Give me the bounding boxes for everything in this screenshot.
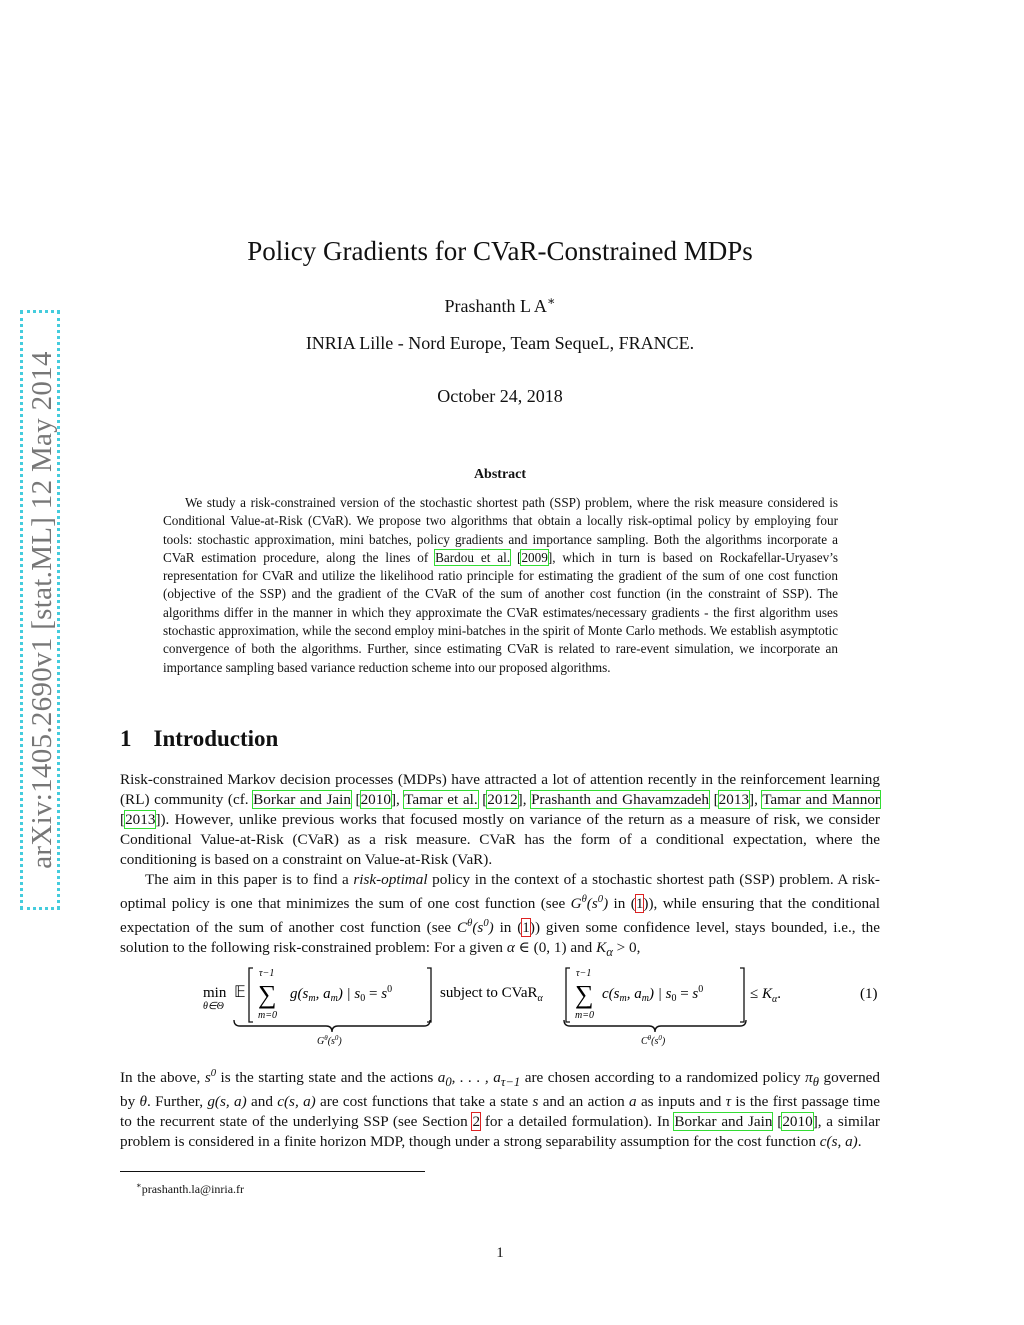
- arxiv-stamp-text: arXiv:1405.2690v1 [stat.ML] 12 May 2014: [20, 310, 60, 910]
- eq-min-sub: θ∈Θ: [203, 1001, 224, 1012]
- citation-year-link[interactable]: 2012: [487, 791, 518, 808]
- author-footnote-mark[interactable]: ∗: [546, 294, 556, 308]
- citation-link[interactable]: Tamar et al.: [404, 791, 478, 808]
- footnote-email: prashanth.la@inria.fr: [141, 1182, 245, 1196]
- eq-label-c: $C^\theta(s^0)$: [641, 1034, 666, 1047]
- abstract-heading: Abstract: [473, 467, 527, 482]
- equation-ref-link[interactable]: 1: [635, 895, 644, 913]
- footnote: ∗prashanth.la@inria.fr: [136, 1181, 245, 1196]
- date: October 24, 2018: [437, 386, 563, 406]
- citation-link[interactable]: Borkar and Jain: [674, 1113, 773, 1131]
- eq-underbrace-2: [564, 1020, 746, 1032]
- affiliation: INRIA Lille - Nord Europe, Team SequeL, FRANCE.: [305, 333, 695, 353]
- equation-1-svg: [120, 962, 880, 1052]
- eq-sum-2: ∑: [575, 980, 594, 1009]
- section-heading: 1 Introduction: [120, 726, 279, 751]
- eq-c-term: $c(s_m$, $a_m$) | $s_0 = s^0$: [602, 984, 704, 1004]
- paper-title: Policy Gradients for CVaR-Constrained MDPs: [247, 236, 753, 266]
- citation-link[interactable]: Tamar and Mannor: [762, 791, 880, 808]
- eq-bracket-right-2: [740, 968, 744, 1022]
- eq-sum-1: ∑: [258, 980, 277, 1009]
- section-ref-link[interactable]: 2: [472, 1113, 481, 1131]
- intro-paragraph-2: The aim in this paper is to find a risk-optimal policy in the context of a stochastic shortest path (SSP) problem. A risk-optimal policy is one that minimizes the sum of one cost function (see $G^\theta(s^0)$ in (1)), while ensuring that the conditional expectation of the sum of another cost function (see $C^\theta(s^0)$ in (1)) given some confidence level, stays bounded, i.e., the solution to the following risk-constrained problem: For a given α ∈ (0, 1) and $K_\alpha > 0$,: [120, 871, 881, 960]
- eq-expectation: 𝔼: [234, 984, 246, 1001]
- citation-year-link[interactable]: 2013: [718, 791, 750, 808]
- intro-paragraph-3: In the above, $s^0$ is the starting state and the actions $a_0$, . . . , $a_{\tau-1}$ are chosen according to a randomized policy $\pi_\theta$ governed by θ. Further, g(s, a) and c(s, a) are cost functions that take a state s and an action a as inputs and τ is the first passage time to the recurrent state of the underlying SSP (see Section 2 for a detailed formulation). In Borkar and Jain [2010], a similar problem is considered in a finite horizon MDP, though under a strong separability assumption for the cost function c(s, a).: [120, 1068, 881, 1151]
- eq-sum-top: τ−1: [259, 968, 275, 979]
- eq-subject-to: subject to CVaR$_\alpha$: [440, 985, 543, 1004]
- eq-bracket-left-1: [249, 968, 253, 1022]
- eq-number: (1): [860, 986, 878, 1002]
- intro-paragraph-1: Risk-constrained Markov decision processes (MDPs) have attracted a lot of attention recently in the reinforcement learning (RL) community (cf. Borkar and Jain [2010], Tamar et al. [2012], Prashanth and Ghavamzadeh [2013], Tamar and Mannor [2013]). However, unlike previous works that focused mostly on variance of the return as a measure of risk, we consider Conditional Value-at-Risk (CVaR) as a risk measure. CVaR has the form of a conditional expectation, where the conditioning is based on a constraint on Value-at-Risk (VaR).: [120, 771, 880, 868]
- equation-ref-link[interactable]: 1: [522, 919, 530, 937]
- eq-g-term: $g(s_m$, $a_m$) | $s_0 = s^0$: [290, 984, 393, 1004]
- eq-min: min: [203, 985, 227, 1001]
- page-number: 1: [496, 1245, 504, 1261]
- eq-bracket-left-2: [566, 968, 570, 1022]
- eq-sum-bot-2: m=0: [575, 1010, 594, 1021]
- citation-year-link[interactable]: 2010: [782, 1113, 813, 1131]
- citation-link[interactable]: Borkar and Jain: [253, 791, 351, 808]
- citation-year-link[interactable]: 2013: [125, 811, 156, 828]
- eq-constraint: ≤ $K_\alpha$.: [750, 986, 781, 1005]
- eq-underbrace-1: [234, 1020, 430, 1032]
- eq-label-g: $G^\theta(s^0)$: [317, 1034, 342, 1047]
- equation-1: [120, 962, 880, 1052]
- citation-year-link[interactable]: 2010: [360, 791, 391, 808]
- citation-link[interactable]: Bardou et al.: [435, 549, 511, 565]
- eq-sum-bot: m=0: [258, 1010, 277, 1021]
- citation-link[interactable]: Prashanth and Ghavamzadeh: [531, 791, 709, 808]
- abstract-text: We study a risk-constrained version of the stochastic shortest path (SSP) problem, where the risk measure considered is Conditional Value-at-Risk (CVaR). We propose two algorithms that obtain a locally risk-optimal policy by employing four tools: stochastic approximation, mini batches, policy gradients and importance sampling. Both the algorithms incorporate a CVaR estimation procedure, along the lines of Bardou et al. [2009], which in turn is based on Rockafellar-Uryasev’s representation for CVaR and utilize the likelihood ratio principle for estimating the gradient of the sum of one cost function (objective of the SSP) and the gradient of the CVaR of the sum of another cost function (in the constraint of SSP). The algorithms differ in the manner in which they approximate the CVaR estimates/necessary gradients - the first algorithm uses stochastic approximation, while the second employ mini-batches in the spirit of Monte Carlo methods. We establish asymptotic convergence of both the algorithms. Further, since estimating CVaR is related to rare-event simulation, we incorporate an importance sampling based variance reduction scheme into our proposed algorithms.: [163, 495, 838, 675]
- citation-year-link[interactable]: 2009: [521, 549, 548, 565]
- eq-bracket-right-1: [427, 968, 431, 1022]
- author: [0, 293, 1000, 317]
- author-name: Prashanth L A: [444, 296, 547, 316]
- footnote-rule: [120, 1171, 425, 1172]
- eq-sum-top-2: τ−1: [576, 968, 592, 979]
